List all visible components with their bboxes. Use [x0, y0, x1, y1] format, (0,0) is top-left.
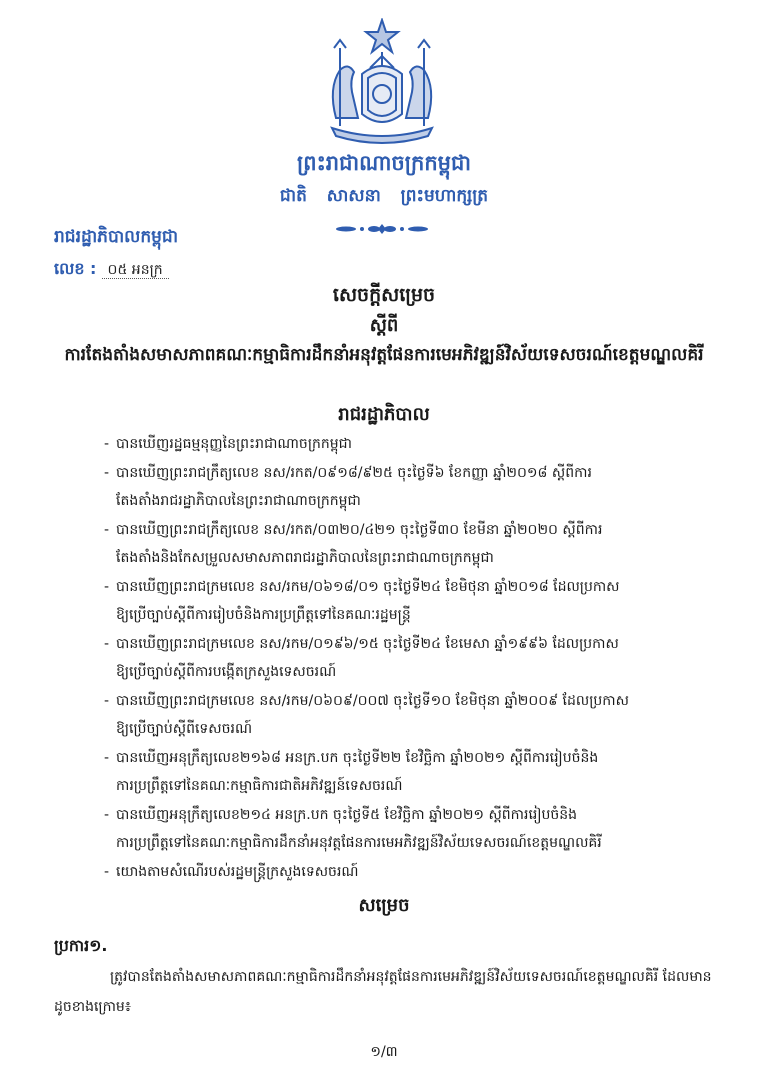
list-item: - បានឃើញព្រះរាជក្រឹត្យលេខ នស/រកត/០៣២០/៤២១ ចុះថ្ងៃទី៣០ ខែមីនា ឆ្នាំ២០២០ ស្ដីពីការ តែងតាំងនិងកែសម្រួលសមាសភាពរាជរដ្ឋាភិបាលនៃព្រះរាជាណាចក្រកម្ពុជា: [104, 521, 603, 566]
list-item: - យោងតាមសំណើរបស់រដ្ឋមន្ត្រីក្រសួងទេសចរណ៍: [104, 863, 359, 880]
doc-subject: ការតែងតាំងសមាសភាពគណៈកម្មាធិការដឹកនាំអនុវត្តផែនការមេអភិវឌ្ឍន៍វិស័យទេសចរណ៍ខេត្តមណ្ឌលគិរី: [64, 345, 704, 365]
list-item: - បានឃើញព្រះរាជក្រឹត្យលេខ នស/រកត/០៩១៨/៩២៥ ចុះថ្ងៃទី៦ ខែកញ្ញា ឆ្នាំ២០១៨ ស្ដីពីការ តែងតាំងរាជរដ្ឋាភិបាលនៃព្រះរាជាណាចក្រកម្ពុជា: [104, 464, 592, 509]
national-motto: ជាតិ សាសនា ព្រះមហាក្សត្រ: [279, 186, 489, 206]
kingdom-name: ព្រះរាជាណាចក្រកម្ពុជា: [296, 151, 471, 175]
number-value: ០៥ អនក្រ: [102, 262, 169, 279]
document-number: [54, 258, 169, 282]
doc-subtitle: ស្ដីពី: [369, 315, 399, 336]
decision-heading: សម្រេច: [358, 895, 410, 916]
number-label: លេខ :: [54, 259, 97, 278]
list-item: - បានឃើញអនុក្រឹត្យលេខ២១៦៨ អនក្រ.បក ចុះថ្ងៃទី២២ ខែវិច្ឆិកា ឆ្នាំ២០២១ ស្ដីពីការរៀបចំនិង ការប្រព្រឹត្តទៅនៃគណៈកម្មាធិការជាតិអភិវឌ្ឍន៍ទេសចរណ៍: [104, 749, 599, 794]
list-item: - បានឃើញព្រះរាជក្រមលេខ នស/រកម/០៦១៨/០១ ចុះថ្ងៃទី២៤ ខែមិថុនា ឆ្នាំ២០១៨ ដែលប្រកាស ឱ្យប្រើច្បាប់ស្ដីពីការរៀបចំនិងការប្រព្រឹត្តទៅនៃគណៈរដ្ឋមន្ត្រី: [104, 578, 620, 623]
ornament-divider-icon: [332, 222, 432, 236]
page-number: ១/៣: [370, 1044, 398, 1060]
article-text: ត្រូវបានតែងតាំងសមាសភាពគណៈកម្មាធិការដឹកនាំអនុវត្តផែនការមេអភិវឌ្ឍន៍វិស័យទេសចរណ៍ខេត្តមណ្ឌលគិរី ដែលមានដូចខាងក្រោម៖: [54, 969, 712, 1015]
royal-coat-of-arms-icon: [318, 18, 446, 148]
list-item: - បានឃើញអនុក្រឹត្យលេខ២១៤ អនក្រ.បក ចុះថ្ងៃទី៥ ខែវិច្ឆិកា ឆ្នាំ២០២១ ស្ដីពីការរៀបចំនិង ការប្រព្រឹត្តទៅនៃគណៈកម្មាធិការដឹកនាំអនុវត្តផែនការមេអភិវឌ្ឍន៍វិស័យទេសចរណ៍ខេត្តមណ្ឌលគិរី: [104, 806, 602, 851]
doc-title: សេចក្ដីសម្រេច: [332, 284, 436, 306]
issuing-body: រាជរដ្ឋាភិបាល: [338, 404, 430, 425]
list-item: - បានឃើញព្រះរាជក្រមលេខ នស/រកម/០៦០៩/០០៧ ចុះថ្ងៃទី១០ ខែមិថុនា ឆ្នាំ២០០៩ ដែលប្រកាស ឱ្យប្រើច្បាប់ស្ដីពីទេសចរណ៍: [104, 692, 629, 737]
list-item: - បានឃើញរដ្ឋធម្មនុញ្ញនៃព្រះរាជាណាចក្រកម្ពុជា: [104, 436, 352, 452]
government-name: រាជរដ្ឋាភិបាលកម្ពុជា: [54, 227, 179, 247]
considerations-list: [104, 430, 724, 886]
article-label: ប្រការ១.: [54, 936, 108, 955]
list-item: - បានឃើញព្រះរាជក្រមលេខ នស/រកម/០១៩៦/១៥ ចុះថ្ងៃទី២៤ ខែមេសា ឆ្នាំ១៩៩៦ ដែលប្រកាស ឱ្យប្រើច្បាប់ស្ដីពីការបង្កើតក្រសួងទេសចរណ៍: [104, 635, 619, 680]
